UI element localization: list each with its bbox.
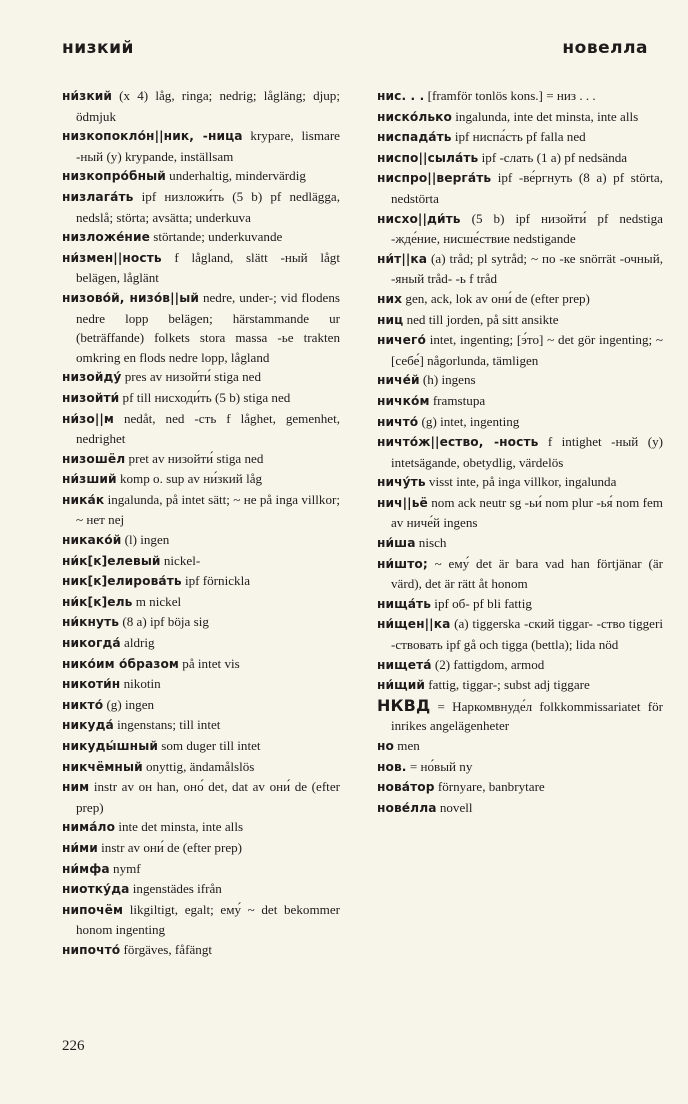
dictionary-entry (62, 227, 340, 248)
dictionary-entry (377, 554, 663, 594)
dictionary-entry (377, 798, 663, 819)
entry-definition: novell (436, 799, 473, 815)
entry-headword: никако́й (62, 533, 122, 548)
entry-definition: ipf об- pf bli fattig (431, 595, 532, 611)
dictionary-entry (377, 86, 663, 107)
right-guide-word: новелла (562, 38, 648, 58)
entry-definition: (a) tråd; pl sytråd; ~ по -ке snörrät -очный, -яный tråd- -ь f tråd (391, 250, 663, 287)
dictionary-entry (377, 289, 663, 310)
dictionary-entry (377, 533, 663, 554)
entry-headword: них (377, 291, 403, 306)
dictionary-entry (377, 757, 663, 778)
entry-headword: низложе́ние (62, 230, 150, 245)
entry-headword: ни́зо||м (62, 411, 114, 426)
dictionary-entry (62, 654, 340, 675)
dictionary-entry (62, 530, 340, 551)
entry-definition: visst inte, på inga villkor, ingalunda (425, 474, 617, 490)
entry-headword: никогда́ (62, 636, 121, 651)
entry-definition: ~ ему́ det är bara vad han förtjänar (är värd), det är rätt åt honom (391, 555, 663, 592)
dictionary-entry (62, 449, 340, 470)
entry-definition: nedre, under-; vid flodens nedre lopp belägen; härstammande ur (beträffande) folkets stora massa -ье trakten omkring en flods nedre lopp, lågland (76, 289, 340, 365)
dictionary-entry (377, 675, 663, 696)
entry-definition: ingalunda, inte det minsta, inte alls (452, 108, 639, 124)
entry-definition: på intet vis (179, 655, 240, 671)
entry-headword: ни́щий (377, 678, 426, 693)
dictionary-entry (377, 777, 663, 798)
entry-definition: ipf низложи́ть (5 b) pf nedlägga, nedslå; störta; avsätta; underkuva (76, 188, 340, 225)
dictionary-entry (62, 571, 340, 592)
dictionary-entry (62, 367, 340, 388)
dictionary-entry (62, 817, 340, 838)
entry-definition: (5 b) ipf низойти́ pf nedstiga -жде́ние, нисше́ствие nedstigande (391, 210, 663, 247)
page-header (62, 38, 648, 66)
entry-definition: nickel- (160, 552, 201, 568)
entry-definition: ipf -ве́ргнуть (8 a) pf störta, nedstörta (391, 170, 663, 206)
entry-headword: ника́к (62, 492, 105, 507)
dictionary-entry (62, 757, 340, 778)
entry-definition: likgiltigt, egalt; ему́ ~ det bekommer honom ingenting (76, 901, 340, 938)
entry-definition: som duger till intet (157, 738, 261, 753)
entry-headword: низойду́ (62, 370, 122, 385)
entry-definition: nymf (109, 860, 141, 876)
entry-headword: низкопро́бный (62, 169, 166, 184)
dictionary-entry (377, 412, 663, 433)
entry-headword: низкопокло́н||ник, -ница (62, 129, 243, 144)
dictionary-entry (62, 777, 340, 817)
entry-definition: pret av низойти́ stiga ned (125, 450, 264, 466)
entry-definition: instr av они́ de (efter prep) (97, 839, 243, 855)
entry-headword: низлага́ть (62, 189, 134, 204)
dictionary-entry (377, 127, 663, 148)
entry-definition: (a) tiggerska -ский tiggar- -ство tiggeri -ствовать ipf gå och tigga (bettla); lida nöd (391, 616, 663, 653)
dictionary-entry (62, 187, 340, 227)
dictionary-entry (377, 370, 663, 391)
entry-headword: ниц (377, 312, 404, 327)
dictionary-entry (377, 432, 663, 472)
entry-definition: ipf -слать (1 a) pf nedsända (478, 149, 628, 165)
entry-headword: ничто́ (377, 414, 419, 429)
entry-headword: ни́мфа (62, 861, 110, 876)
dictionary-entry (377, 148, 663, 169)
entry-definition: men (394, 738, 420, 753)
entry-definition: instr av он han, оно́ det, dat av они́ de (efter prep) (76, 779, 340, 815)
entry-definition: ipf ниспа́сть pf falla ned (451, 129, 586, 145)
entry-definition: nisch (415, 535, 447, 551)
entry-definition: nom ack neutr sg -ьи́ nom plur -ья́ nom fem av ниче́й ingens (391, 494, 663, 531)
entry-headword: ни́змен||ность (62, 250, 162, 265)
entry-headword: ним (62, 780, 90, 795)
entry-headword: ни́кнуть (62, 615, 120, 630)
entry-definition: (l) ingen (121, 532, 170, 548)
entry-headword: ник[к]елирова́ть (62, 574, 182, 589)
entry-headword: ничу́ть (377, 475, 426, 490)
entry-definition: intet, ingenting; [э́то] ~ det gör ingenting; ~ [себе́] någorlunda, tämligen (391, 332, 663, 368)
entry-headword: ни́ми (62, 840, 98, 855)
page-number: 226 (62, 1038, 85, 1054)
entry-headword: никуды́шный (62, 739, 158, 753)
entry-definition: f lågland, slätt -ный lågt belägen, låglänt (76, 249, 340, 286)
dictionary-entry (377, 391, 663, 412)
entry-headword: ни́зкий (62, 89, 112, 103)
entry-headword: ни́зший (62, 472, 117, 487)
entry-headword: нис. . . (377, 89, 425, 103)
entry-definition: krypare, lismare -ный (y) krypande, inställsam (76, 128, 340, 164)
left-guide-word: низкий (62, 38, 134, 58)
entry-definition: f intighet -ный (y) intetsägande, obetydlig, värdelös (391, 434, 663, 470)
entry-definition: framstupa (429, 392, 486, 408)
entry-definition: nikotin (120, 676, 161, 692)
entry-definition: förgäves, fåfängt (120, 941, 213, 957)
entry-headword: ниспо||сыла́ть (377, 150, 479, 165)
entry-definition: (2) fattigdom, armod (431, 656, 545, 672)
dictionary-entry (62, 940, 340, 961)
entry-headword: ни́щен||ка (377, 617, 451, 632)
dictionary-entry (62, 900, 340, 940)
dictionary-entry (377, 249, 663, 289)
entry-headword: нипочто́ (62, 942, 121, 957)
entry-headword: ниспро||верга́ть (377, 171, 492, 186)
entry-headword: нисхо||ди́ть (377, 211, 461, 226)
dictionary-entry (62, 490, 340, 530)
entry-headword: ничко́м (377, 393, 430, 408)
dictionary-entry (62, 388, 340, 409)
dictionary-entry (377, 472, 663, 493)
entry-definition: = Наркомвнуде́л folkkommissariatet för inrikes angelägenheter (391, 698, 663, 734)
entry-headword: никоти́н (62, 677, 121, 692)
entry-headword: нищета́ (377, 657, 432, 672)
dictionary-entry (62, 612, 340, 633)
dictionary-entry (62, 859, 340, 880)
entry-headword: нова́тор (377, 780, 435, 795)
entry-definition: fattig, tiggar-; subst adj tiggare (425, 677, 590, 693)
entry-definition: ingenstans; till intet (113, 717, 221, 733)
entry-headword: никчёмный (62, 759, 143, 774)
dictionary-entry (377, 209, 663, 249)
entry-definition: pres av низойти́ stiga ned (121, 369, 262, 385)
entry-definition: ipf förnickla (181, 573, 251, 589)
dictionary-entry (62, 248, 340, 288)
entry-definition: (g) intet, ingenting (418, 413, 520, 429)
entry-headword: нима́ло (62, 820, 116, 835)
entry-definition: förnyare, banbrytare (434, 779, 545, 795)
dictionary-entry (62, 838, 340, 859)
entry-definition: aldrig (120, 635, 155, 651)
dictionary-entry (62, 695, 340, 716)
dictionary-entry (377, 310, 663, 331)
entry-definition: underhaltig, mindervärdig (165, 168, 306, 184)
entry-headword: ни́ша (377, 536, 416, 551)
entry-headword: ни́што; (377, 556, 428, 571)
entry-headword: нове́лла (377, 800, 437, 815)
entry-definition: ingenstädes ifrån (129, 881, 222, 897)
entry-definition: nedåt, ned -сть f låghet, gemenhet, nedrighet (76, 410, 340, 447)
entry-headword: ничего́ (377, 333, 426, 348)
entry-definition: onyttig, ändamålslös (142, 758, 255, 774)
entry-headword: низошёл (62, 451, 126, 466)
dictionary-entry (377, 330, 663, 370)
dictionary-entry (62, 126, 340, 166)
dictionary-entry (62, 674, 340, 695)
entry-headword: ни́к[к]ель (62, 594, 133, 609)
entry-headword: низово́й, низо́в||ый (62, 290, 199, 305)
entry-headword: но (377, 739, 394, 753)
dictionary-entry (62, 166, 340, 187)
dictionary-entry (62, 469, 340, 490)
entry-headword: низойти́ (62, 390, 120, 405)
entry-definition: komp o. sup av ни́зкий låg (116, 471, 263, 487)
entry-headword: никто́ (62, 697, 104, 712)
dictionary-entry (377, 655, 663, 676)
entry-headword: ни́т||ка (377, 251, 428, 266)
entry-definition: pf till нисходи́ть (5 b) stiga ned (119, 389, 291, 405)
entry-headword: нико́им о́бразом (62, 656, 179, 671)
entry-definition: (g) ingen (103, 696, 155, 712)
entry-headword: НКВД (377, 695, 431, 715)
dictionary-entry (377, 107, 663, 128)
entry-definition: (x 4) låg, ringa; nedrig; lågläng; djup; ödmjuk (76, 88, 340, 124)
entry-headword: ниспада́ть (377, 130, 452, 145)
dictionary-entry (62, 409, 340, 449)
entry-headword: нов. (377, 759, 407, 774)
dictionary-entry (377, 614, 663, 654)
entry-headword: нич||ьё (377, 495, 428, 510)
entry-definition: ned till jorden, på sitt ansikte (403, 311, 559, 327)
dictionary-entry (62, 736, 340, 757)
entry-headword: ни́к[к]елевый (62, 553, 161, 568)
entry-headword: ниотку́да (62, 882, 130, 897)
dictionary-entry (377, 594, 663, 615)
entry-definition: (8 a) ipf böja sig (119, 614, 209, 630)
dictionary-entry (377, 736, 663, 757)
entry-headword: ниско́лько (377, 109, 453, 124)
entry-definition: = но́вый ny (406, 758, 473, 774)
entry-headword: ничто́ж||ество, -ность (377, 435, 539, 450)
entry-definition: (h) ingens (419, 372, 476, 388)
dictionary-entry (62, 288, 340, 367)
dictionary-entry (62, 715, 340, 736)
entry-definition: [framför tonlös kons.] = низ . . . (424, 88, 596, 103)
dictionary-entry (62, 592, 340, 613)
entry-headword: нипочём (62, 902, 124, 917)
entry-definition: störtande; underkuvande (149, 229, 283, 245)
right-column (377, 86, 663, 818)
dictionary-entry (62, 633, 340, 654)
entry-definition: m nickel (132, 593, 182, 609)
dictionary-entry (377, 168, 663, 208)
left-column (62, 86, 340, 961)
entry-headword: ниче́й (377, 373, 420, 388)
entry-headword: нища́ть (377, 596, 432, 611)
dictionary-entry (62, 86, 340, 126)
entry-definition: gen, ack, lok av они́ de (efter prep) (402, 290, 590, 306)
dictionary-entry (62, 551, 340, 572)
dictionary-entry (377, 493, 663, 533)
entry-definition: ingalunda, på intet sätt; ~ не på inga villkor; ~ нет nej (76, 491, 340, 528)
dictionary-entry (62, 879, 340, 900)
entry-definition: inte det minsta, inte alls (115, 819, 244, 835)
dictionary-entry (377, 696, 663, 736)
entry-headword: никуда́ (62, 718, 114, 733)
